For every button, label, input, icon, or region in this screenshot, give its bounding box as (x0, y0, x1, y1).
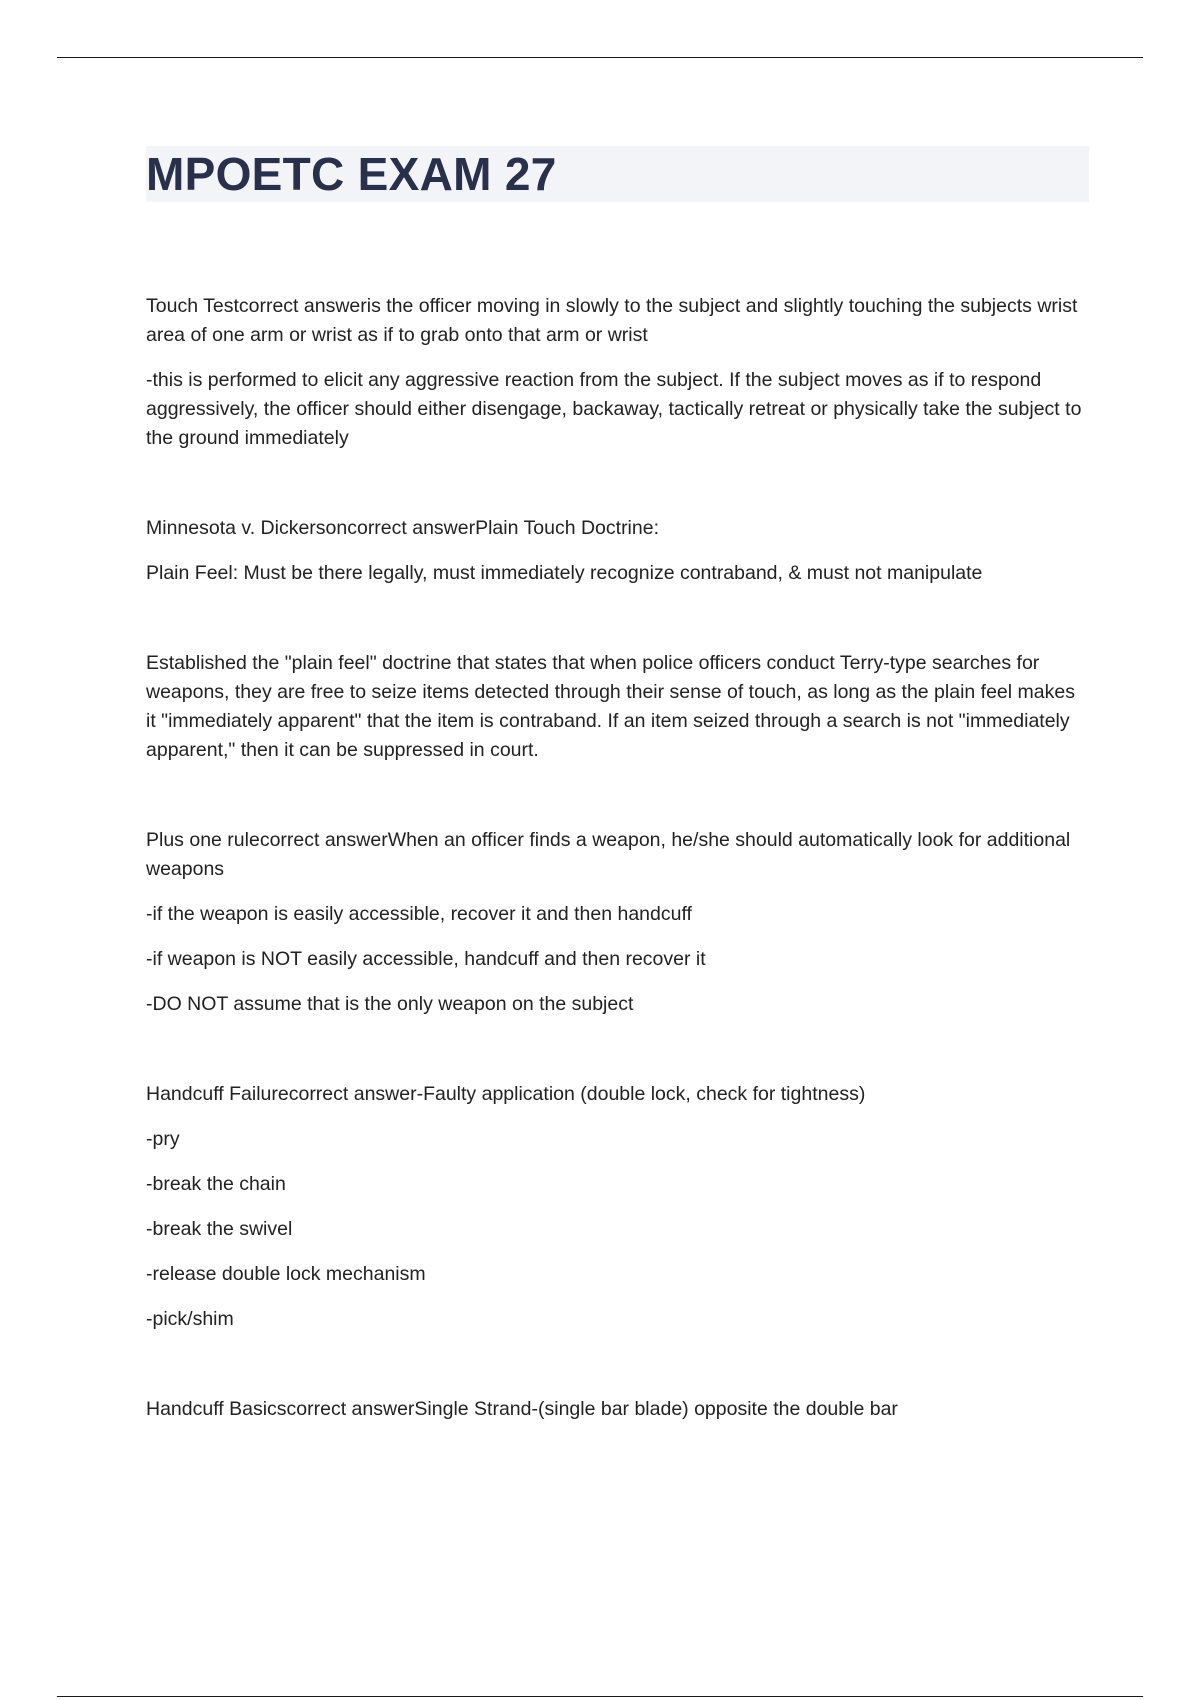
paragraph: -this is performed to elicit any aggressive reaction from the subject. If the subject moves as if to respond aggressively, the officer should either disengage, backaway, tactically retreat or physically take the subject to the ground immediately (146, 369, 1082, 449)
qa-block-handcuff-basics (146, 1395, 1086, 1424)
paragraph: -if weapon is NOT easily accessible, handcuff and then recover it (146, 948, 706, 970)
document-title: MPOETC EXAM 27 (146, 148, 557, 200)
paragraph: Handcuff Basicscorrect answerSingle Strand-(single bar blade) opposite the double bar (146, 1398, 898, 1420)
document-body (146, 292, 1086, 1440)
qa-block-minnesota-v-dickerson (146, 514, 1086, 588)
paragraph: Established the "plain feel" doctrine that states that when police officers conduct Terry-type searches for weapons, they are free to seize items detected through their sense of touch, as long as the plain feel makes it "immediately apparent" that the item is contraband. If an item seized through a search is not "immediately apparent," then it can be suppressed in court. (146, 652, 1075, 761)
paragraph: -if the weapon is easily accessible, recover it and then handcuff (146, 903, 692, 925)
footer-rule (57, 1696, 1143, 1697)
qa-block-touch-test (146, 292, 1086, 453)
paragraph: Plain Feel: Must be there legally, must immediately recognize contraband, & must not manipulate (146, 562, 983, 584)
paragraph: -release double lock mechanism (146, 1263, 426, 1285)
paragraph: -break the swivel (146, 1218, 293, 1240)
paragraph: Minnesota v. Dickersoncorrect answerPlain Touch Doctrine: (146, 517, 659, 539)
paragraph: -break the chain (146, 1173, 286, 1195)
paragraph: -pick/shim (146, 1308, 234, 1330)
header-rule (57, 57, 1143, 58)
qa-block-plain-feel (146, 649, 1086, 765)
qa-block-handcuff-failure (146, 1080, 1086, 1334)
paragraph: Touch Testcorrect answeris the officer moving in slowly to the subject and slightly touching the subjects wrist area of one arm or wrist as if to grab onto that arm or wrist (146, 295, 1078, 346)
paragraph: -pry (146, 1128, 180, 1150)
paragraph: Handcuff Failurecorrect answer-Faulty application (double lock, check for tightness) (146, 1083, 866, 1105)
paragraph: -DO NOT assume that is the only weapon on the subject (146, 993, 634, 1015)
paragraph: Plus one rulecorrect answerWhen an officer finds a weapon, he/she should automatically look for additional weapons (146, 829, 1071, 880)
qa-block-plus-one-rule (146, 826, 1086, 1019)
